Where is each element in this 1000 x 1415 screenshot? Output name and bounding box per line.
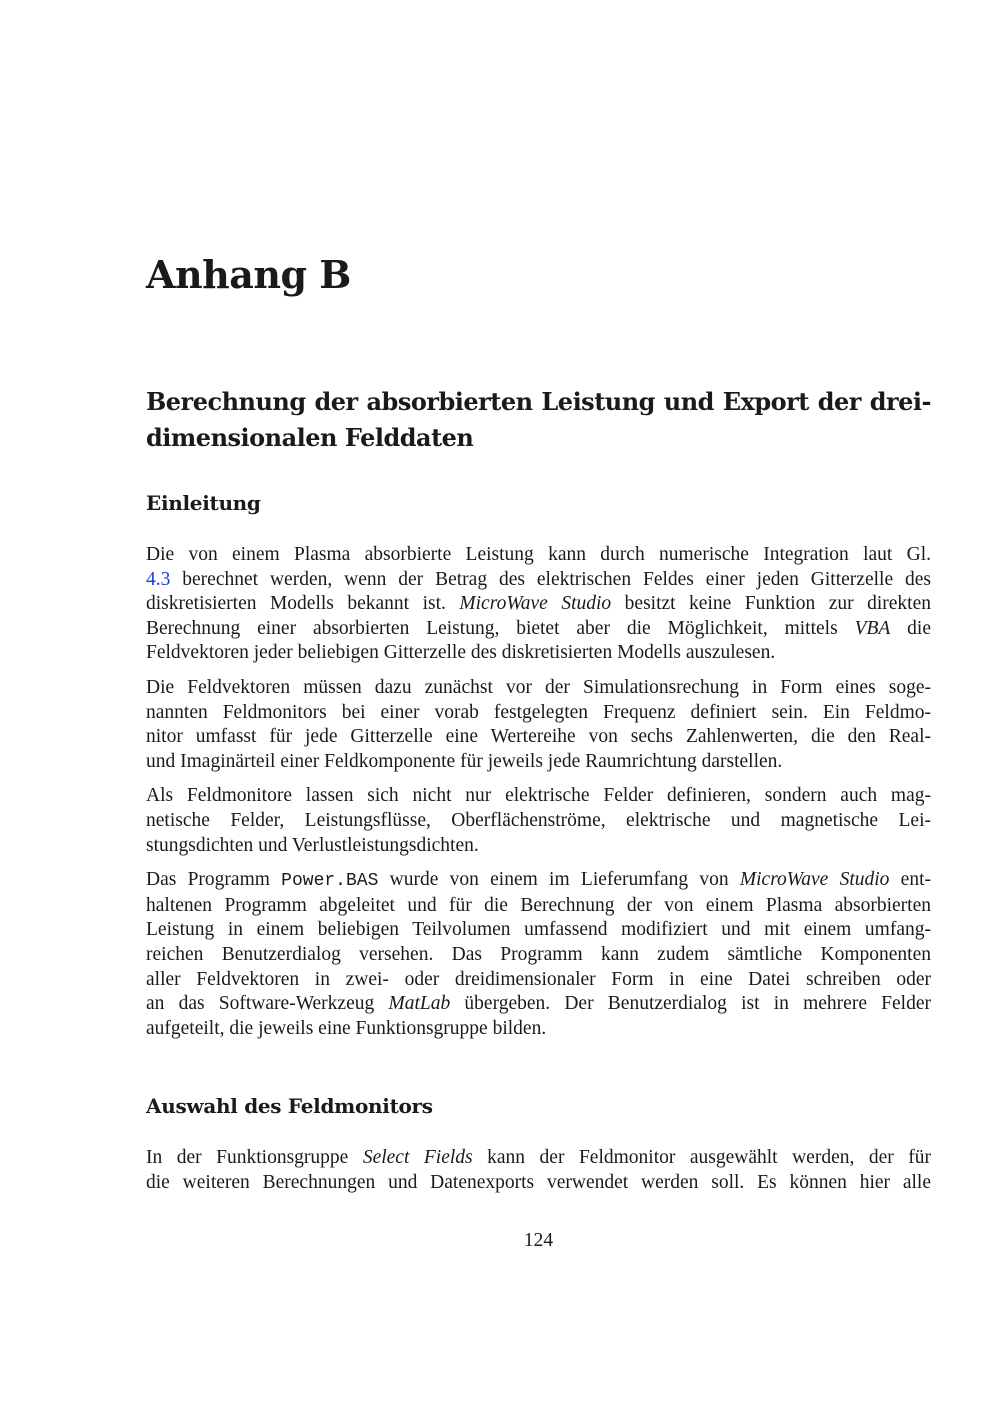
text-line: die weiteren Berechnungen und Datenexports verwendet werden soll. Es können hier alle	[146, 1171, 931, 1193]
text-fragment: wurde von einem im Lieferumfang von	[378, 869, 740, 891]
text-line: und Imaginärteil einer Feldkomponente für jeweils jede Raumrichtung darstellen.	[146, 750, 783, 772]
text-line	[146, 592, 931, 617]
text-fragment: Das Programm	[146, 869, 282, 891]
text-fragment: an das Software-Werkzeug	[146, 993, 389, 1015]
section-title	[146, 384, 931, 456]
section-title-line: dimensionalen Felddaten	[146, 423, 474, 452]
paragraph	[146, 784, 931, 858]
monitor-text	[146, 1146, 931, 1205]
text-line: nitor umfasst für jede Gitterzelle eine Wertereihe von sechs Zahlenwerten, die den Real-	[146, 726, 931, 748]
paragraph	[146, 868, 931, 1041]
subsection-heading-einleitung: Einleitung	[146, 491, 261, 515]
text-line	[146, 617, 931, 642]
text-line: aufgeteilt, die jeweils eine Funktionsgruppe bilden.	[146, 1017, 547, 1039]
text-line: Leistung in einem beliebigen Teilvolumen umfassend modifiziert und mit einem umfang-	[146, 919, 931, 941]
text-line: Die von einem Plasma absorbierte Leistung kann durch numerische Integration laut Gl.	[146, 544, 931, 565]
text-line: Feldvektoren jeder beliebigen Gitterzelle des diskretisierten Modells auszulesen.	[146, 642, 776, 664]
section-title-line: Berechnung der absorbierten Leistung und Export der drei-	[146, 387, 931, 416]
subsection-heading-feldmonitor: Auswahl des Feldmonitors	[146, 1094, 433, 1118]
program-filename: Power.BAS	[281, 871, 379, 892]
text-line	[146, 568, 931, 593]
text-line: nannten Feldmonitors bei einer vorab festgelegten Frequenz definiert sein. Ein Feldmo-	[146, 701, 931, 723]
page-number: 124	[523, 1230, 554, 1251]
text-line: reichen Benutzerdialog versehen. Das Programm kann zudem sämtliche Komponenten	[146, 943, 931, 965]
text-fragment: die	[890, 617, 931, 639]
text-fragment: besitzt keine Funktion zur direkten	[611, 593, 931, 615]
text-fragment: kann der Feldmonitor ausgewählt werden, der für	[472, 1147, 931, 1168]
text-fragment: diskretisierten Modells bekannt ist.	[146, 593, 460, 615]
text-line: netische Felder, Leistungsflüsse, Oberflächenströme, elektrische und magnetische Lei-	[146, 809, 931, 831]
text-fragment: berechnet werden, wenn der Betrag des elektrischen Feldes einer jeden Gitterzelle des	[170, 568, 931, 590]
software-name: MatLab	[388, 993, 451, 1015]
text-line: Als Feldmonitore lassen sich nicht nur elektrische Felder definieren, sondern auch mag-	[146, 785, 931, 807]
chapter-title: Anhang B	[146, 252, 351, 297]
text-line	[146, 992, 931, 1017]
paragraph	[146, 543, 931, 666]
text-line: aller Feldvektoren in zwei- oder dreidimensionaler Form in eine Datei schreiben oder	[146, 968, 931, 990]
text-fragment: ent-	[889, 869, 931, 891]
software-name: MicroWave Studio	[739, 869, 890, 891]
text-line: haltenen Programm abgeleitet und für die Berechnung der von einem Plasma absorbierten	[146, 894, 931, 916]
text-fragment: In der Funktionsgruppe	[146, 1147, 363, 1168]
software-name: MicroWave Studio	[459, 593, 612, 615]
text-fragment: Berechnung einer absorbierten Leistung, bietet aber die Möglichkeit, mittels	[146, 617, 855, 639]
text-fragment: übergeben. Der Benutzerdialog ist in mehrere Felder	[450, 993, 931, 1015]
software-name: VBA	[854, 617, 891, 639]
paragraph	[146, 676, 931, 774]
text-line: stungsdichten und Verlustleistungsdichten.	[146, 834, 479, 856]
function-group-name: Select Fields	[362, 1147, 473, 1168]
text-line: Die Feldvektoren müssen dazu zunächst vor der Simulationsrechung in Form eines soge-	[146, 676, 931, 698]
equation-reference-link[interactable]: 4.3	[146, 568, 171, 590]
text-line	[146, 868, 931, 894]
intro-text	[146, 543, 931, 1051]
text-line	[146, 1146, 931, 1171]
paragraph	[146, 1146, 931, 1195]
